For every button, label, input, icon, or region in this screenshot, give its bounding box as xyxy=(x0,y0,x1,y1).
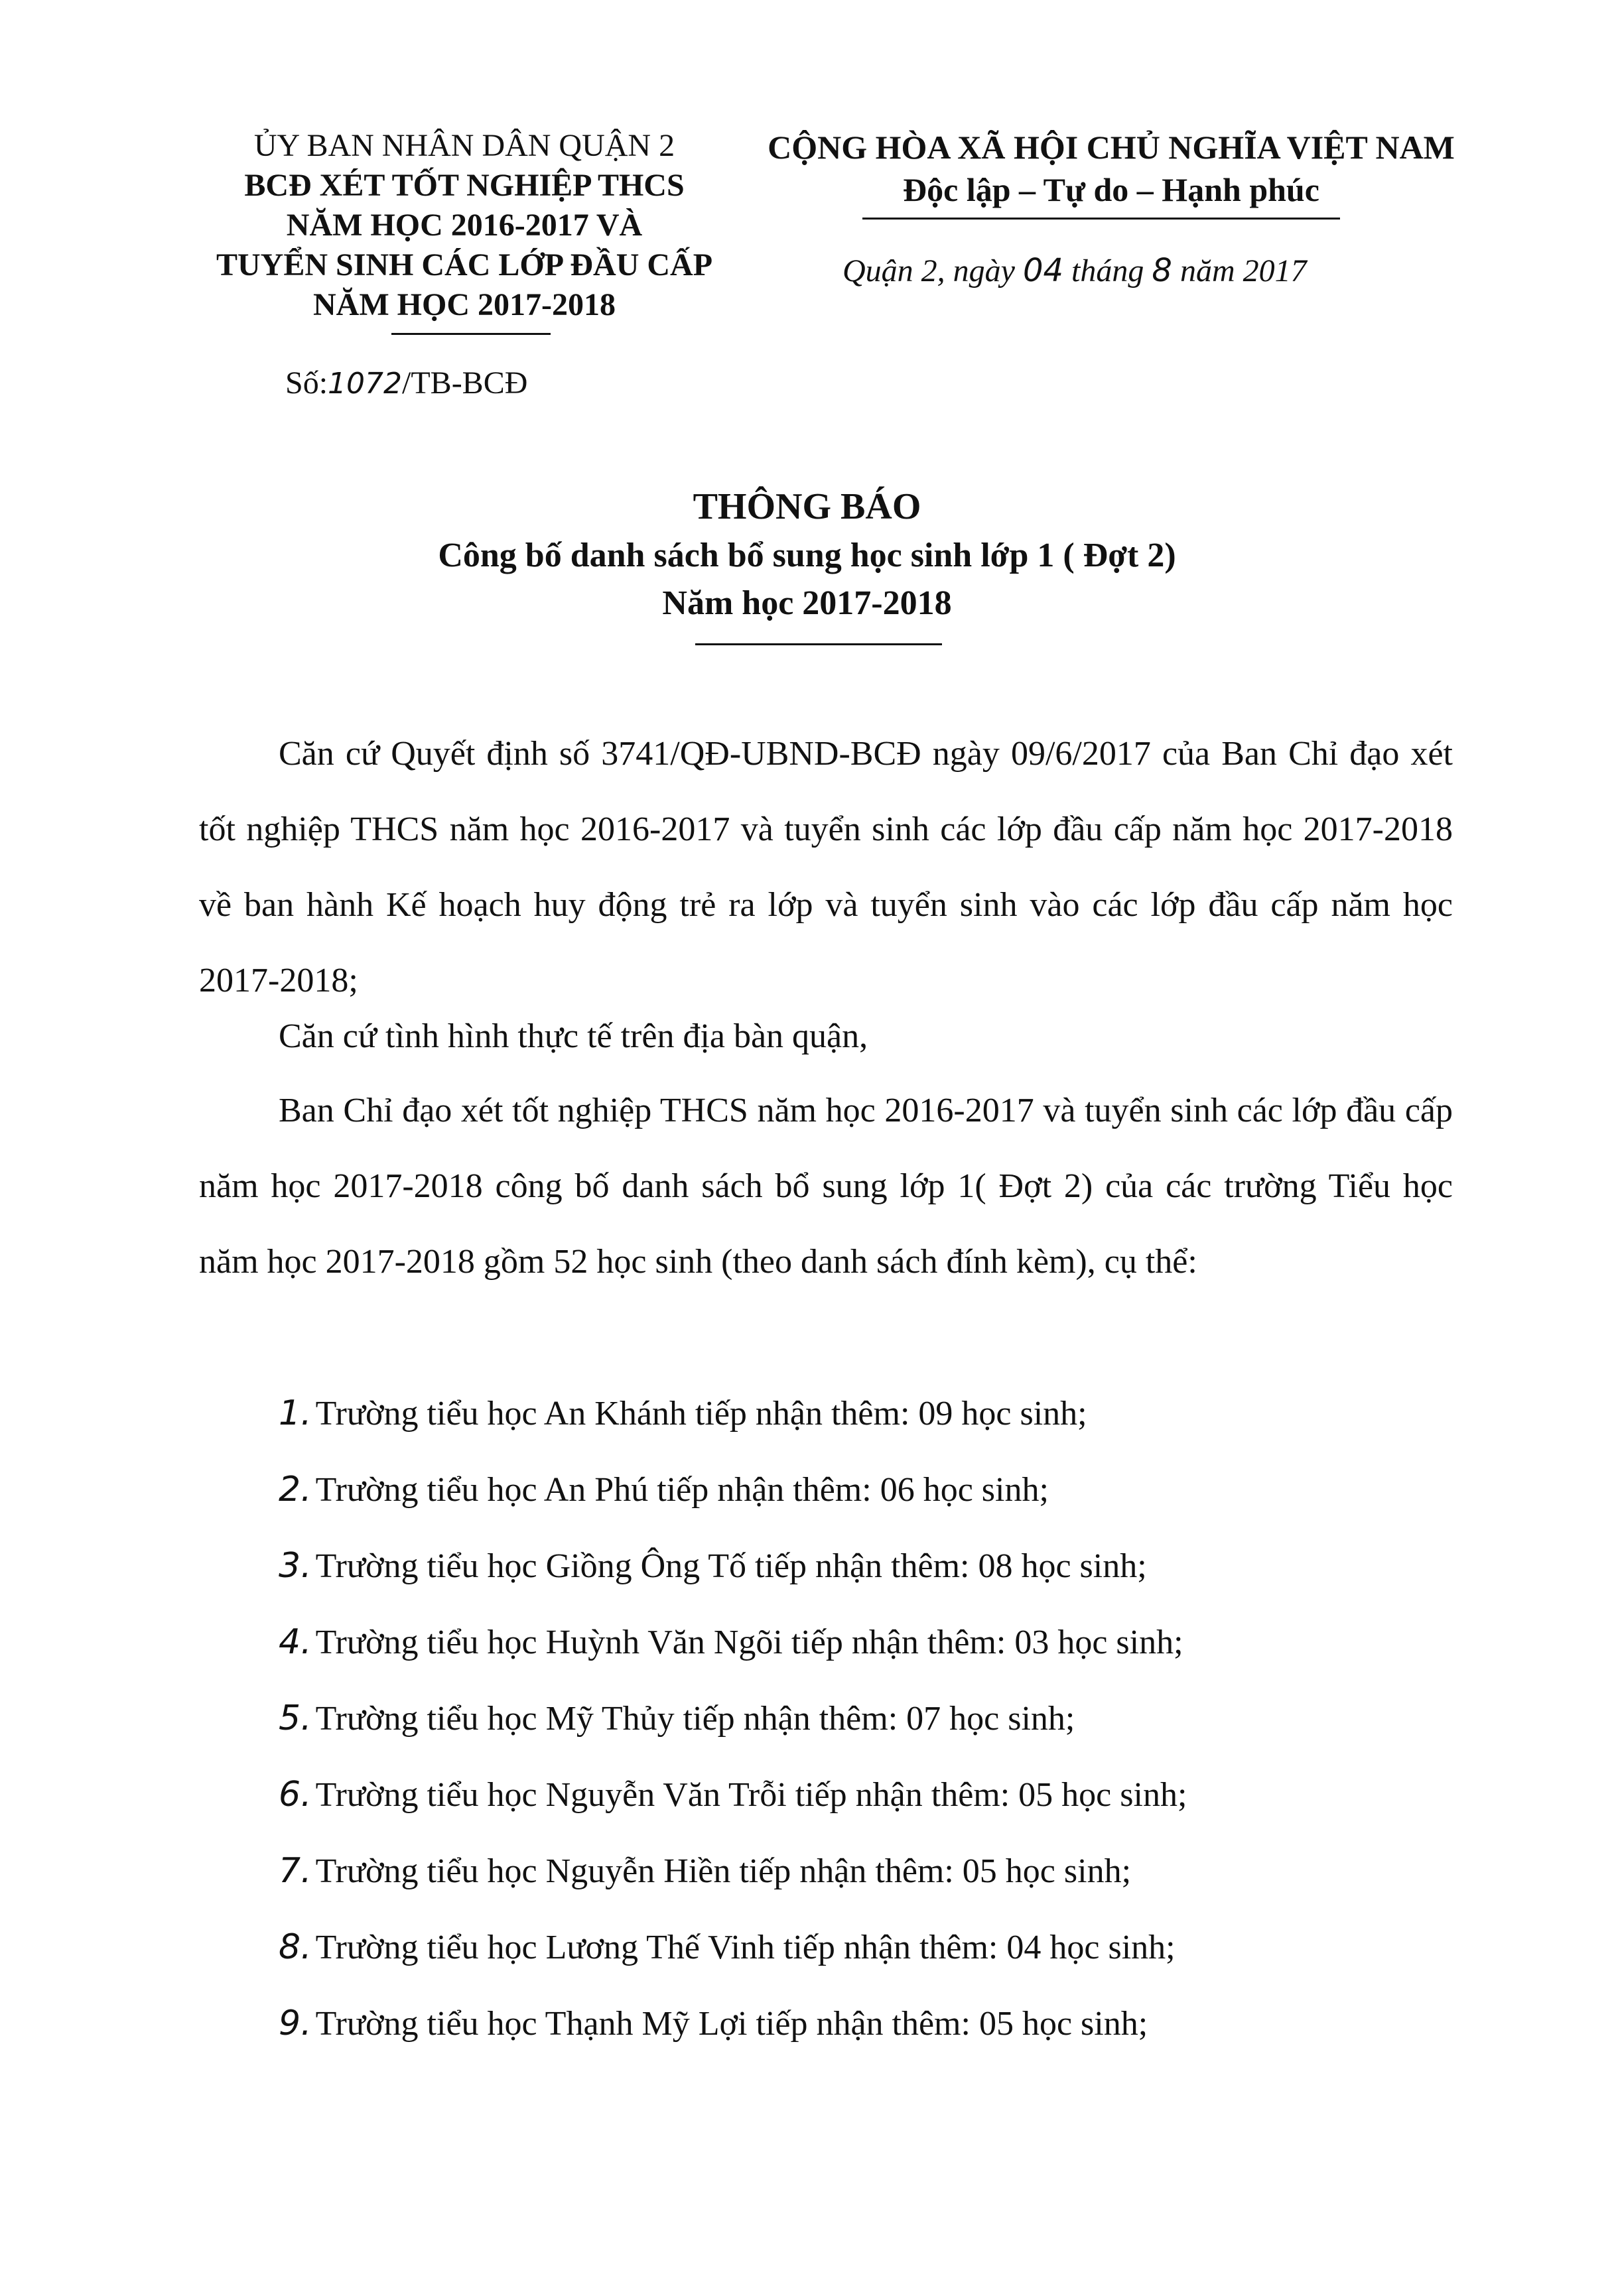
list-item xyxy=(279,1375,1187,1452)
authority-line-2: BCĐ XÉT TỐT NGHIỆP THCS xyxy=(244,168,685,203)
document-number-handwritten: 1072 xyxy=(328,367,403,401)
list-item-number: 5. xyxy=(279,1698,312,1738)
paragraph-announcement xyxy=(199,1073,1453,1300)
school-year: Năm học 2017-2018 xyxy=(662,584,952,622)
list-item-number: 6. xyxy=(279,1775,312,1815)
document-subtitle: Công bố danh sách bổ sung học sinh lớp 1 ( Đợt 2) xyxy=(438,537,1176,574)
school-list xyxy=(279,1375,1187,2062)
authority-line-3: NĂM HỌC 2016-2017 VÀ xyxy=(286,208,643,243)
list-item xyxy=(279,1986,1187,2062)
list-item xyxy=(279,1681,1187,1757)
authority-line-4: TUYỂN SINH CÁC LỚP ĐẦU CẤP xyxy=(216,247,713,283)
country-name: CỘNG HÒA XÃ HỘI CHỦ NGHĨA VIỆT NAM xyxy=(768,129,1455,166)
list-item-number: 3. xyxy=(279,1546,312,1586)
list-item xyxy=(279,1909,1187,1986)
motto: Độc lập – Tự do – Hạnh phúc xyxy=(903,171,1319,208)
list-item xyxy=(279,1604,1187,1681)
date-month-label: tháng xyxy=(1071,253,1144,288)
issue-date xyxy=(842,252,1307,289)
list-item-text: Trường tiểu học Nguyễn Văn Trỗi tiếp nhận thêm: 05 học sinh; xyxy=(315,1776,1187,1814)
date-day-handwritten: 04 xyxy=(1022,252,1064,289)
list-item-text: Trường tiểu học Nguyễn Hiền tiếp nhận thêm: 05 học sinh; xyxy=(315,1852,1132,1890)
title-underline xyxy=(695,643,942,645)
paragraph-legal-basis-text: Căn cứ Quyết định số 3741/QĐ-UBND-BCĐ ngày 09/6/2017 của Ban Chỉ đạo xét tốt nghiệp THCS năm học 2016-2017 và tuyển sinh các lớp đầu cấp năm học 2017-2018 về ban hành Kế hoạch huy động trẻ ra lớp và tuyển sinh vào các lớp đầu cấp năm học 2017-2018; xyxy=(199,735,1453,999)
document-number-suffix: /TB-BCĐ xyxy=(402,365,528,401)
list-item-text: Trường tiểu học Huỳnh Văn Ngõi tiếp nhận thêm: 03 học sinh; xyxy=(315,1624,1183,1661)
paragraph-situation: Căn cứ tình hình thực tế trên địa bàn quận, xyxy=(279,1017,868,1055)
document-number xyxy=(285,365,527,401)
paragraph-announcement-text: Ban Chỉ đạo xét tốt nghiệp THCS năm học 2016-2017 và tuyển sinh các lớp đầu cấp năm học 2017-2018 công bố danh sách bổ sung lớp 1( Đợt 2) của các trường Tiểu học năm học 2017-2018 gồm 52 học sinh (theo danh sách đính kèm), cụ thể: xyxy=(199,1092,1453,1281)
date-year: năm 2017 xyxy=(1179,253,1307,288)
national-motto xyxy=(736,126,1486,211)
list-item-number: 1. xyxy=(279,1393,312,1433)
list-item-text: Trường tiểu học Thạnh Mỹ Lợi tiếp nhận thêm: 05 học sinh; xyxy=(315,2005,1148,2043)
list-item-text: Trường tiểu học Lương Thế Vinh tiếp nhận thêm: 04 học sinh; xyxy=(315,1929,1176,1966)
document-number-prefix: Số: xyxy=(285,365,328,401)
document-title: THÔNG BÁO xyxy=(693,486,921,527)
list-item-text: Trường tiểu học Mỹ Thủy tiếp nhận thêm: 07 học sinh; xyxy=(315,1700,1075,1738)
list-item xyxy=(279,1833,1187,1909)
authority-line-5: NĂM HỌC 2017-2018 xyxy=(313,287,616,322)
paragraph-legal-basis xyxy=(199,716,1453,1019)
list-item-number: 4. xyxy=(279,1622,312,1662)
list-item xyxy=(279,1452,1187,1528)
list-item-text: Trường tiểu học An Phú tiếp nhận thêm: 06 học sinh; xyxy=(315,1471,1049,1509)
date-prefix: Quận 2, ngày xyxy=(842,253,1015,288)
list-item-number: 7. xyxy=(279,1851,312,1891)
list-item-text: Trường tiểu học Giồng Ông Tố tiếp nhận thêm: 08 học sinh; xyxy=(315,1547,1147,1585)
list-item xyxy=(279,1757,1187,1833)
list-item xyxy=(279,1528,1187,1604)
list-item-number: 9. xyxy=(279,2004,312,2043)
body-text xyxy=(199,716,1453,1019)
list-item-text: Trường tiểu học An Khánh tiếp nhận thêm: 09 học sinh; xyxy=(315,1395,1087,1433)
issuing-authority xyxy=(179,126,750,325)
date-month-handwritten: 8 xyxy=(1152,252,1172,289)
motto-underline xyxy=(862,218,1340,220)
authority-underline xyxy=(391,333,551,335)
list-item-number: 8. xyxy=(279,1927,312,1967)
authority-line-1: ỦY BAN NHÂN DÂN QUẬN 2 xyxy=(253,128,675,163)
list-item-number: 2. xyxy=(279,1470,312,1509)
